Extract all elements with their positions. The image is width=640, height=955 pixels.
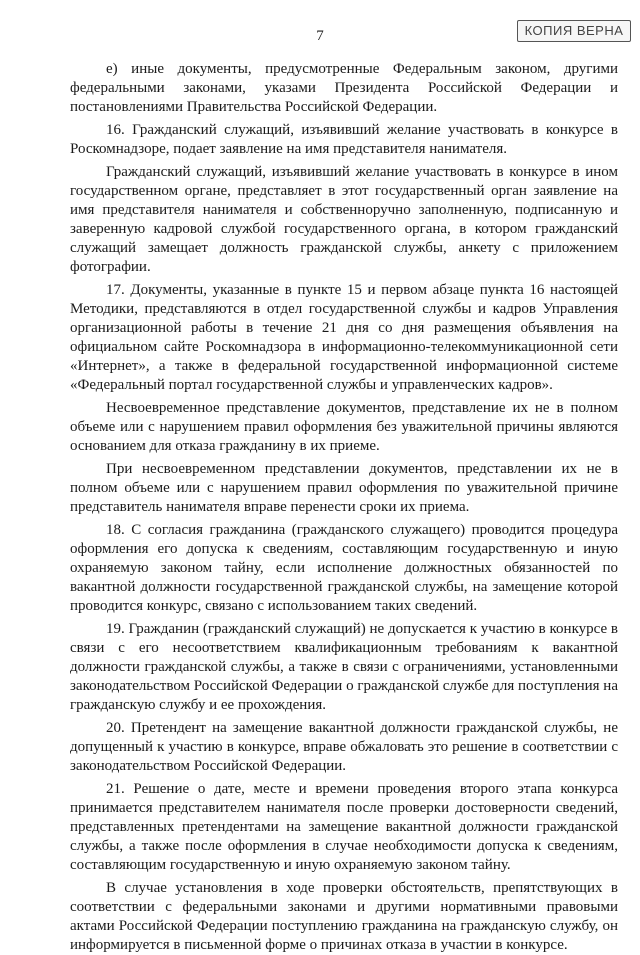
- document-body: [70, 60, 618, 955]
- paragraph-item-e: е) иные документы, предусмотренные Федеральным законом, другими федеральными законами, указами Президента Российской Федерации и постановлениями Правительства Российской Федерации.: [70, 61, 618, 115]
- paragraph-19: 19. Гражданин (гражданский служащий) не допускается к участию в конкурсе в связи с его несоответствием квалификационным требованиям к вакантной должности гражданской службы, а также в связи с ограничениями, установленными законодательством Российской Федерации о гражданской службе для поступления на гражданскую службу и ее прохождения.: [70, 621, 618, 713]
- paragraph-16: 16. Гражданский служащий, изъявивший желание участвовать в конкурсе в Роскомнадзоре, подает заявление на имя представителя нанимателя.: [70, 122, 618, 157]
- page-number: 7: [316, 28, 324, 44]
- paragraph-17-late-submission: Несвоевременное представление документов, представление их не в полном объеме или с нарушением правил оформления без уважительной причины являются основанием для отказа гражданину в их приеме.: [70, 400, 618, 454]
- paragraph-18: 18. С согласия гражданина (гражданского служащего) проводится процедура оформления его допуска к сведениям, составляющим государственную и иную охраняемую законом тайну, если исполнение должностных обязанностей по вакантной должности государственной гражданской службы, на замещение которой проводится конкурс, связано с использованием таких сведений.: [70, 522, 618, 614]
- paragraph-17: 17. Документы, указанные в пункте 15 и первом абзаце пункта 16 настоящей Методики, представляются в отдел государственной службы и кадров Управления организационной работы в течение 21 дня со дня размещения объявления на официальном сайте Роскомнадзора в информационно-телекоммуникационной сети «Интернет», а также в федеральной государственной информационной системе «Федеральный портал государственной службы и управленческих кадров».: [70, 282, 618, 393]
- paragraph-17-valid-reason: При несвоевременном представлении документов, представлении их не в полном объеме или с нарушением правил оформления по уважительной причине представитель нанимателя вправе перенести сроки их приема.: [70, 461, 618, 515]
- paragraph-20: 20. Претендент на замещение вакантной должности гражданской службы, не допущенный к участию в конкурсе, вправе обжаловать это решение в соответствии с законодательством Российской Федерации.: [70, 720, 618, 774]
- paragraph-21-refusal: В случае установления в ходе проверки обстоятельств, препятствующих в соответствии с федеральными законами и другими нормативными правовыми актами Российской Федерации поступлению гражданина на гражданскую службу, он информируется в письменной форме о причинах отказа в участии в конкурсе.: [70, 880, 618, 953]
- paragraph-16-second: Гражданский служащий, изъявивший желание участвовать в конкурсе в ином государственном органе, представляет в этот государственный орган заявление на имя представителя нанимателя и собственноручно заполненную, подписанную и заверенную кадровой службой государственного органа, в котором гражданский служащий замещает должность гражданской службы, анкету с приложением фотографии.: [70, 164, 618, 275]
- copy-certified-stamp: КОПИЯ ВЕРНА: [517, 20, 631, 42]
- paragraph-21: 21. Решение о дате, месте и времени проведения второго этапа конкурса принимается представителем нанимателя после проверки достоверности сведений, представленных претендентами на замещение вакантной должности гражданской службы, а также после оформления в случае необходимости допуска к сведениям, составляющим государственную и иную охраняемую законом тайну.: [70, 781, 618, 873]
